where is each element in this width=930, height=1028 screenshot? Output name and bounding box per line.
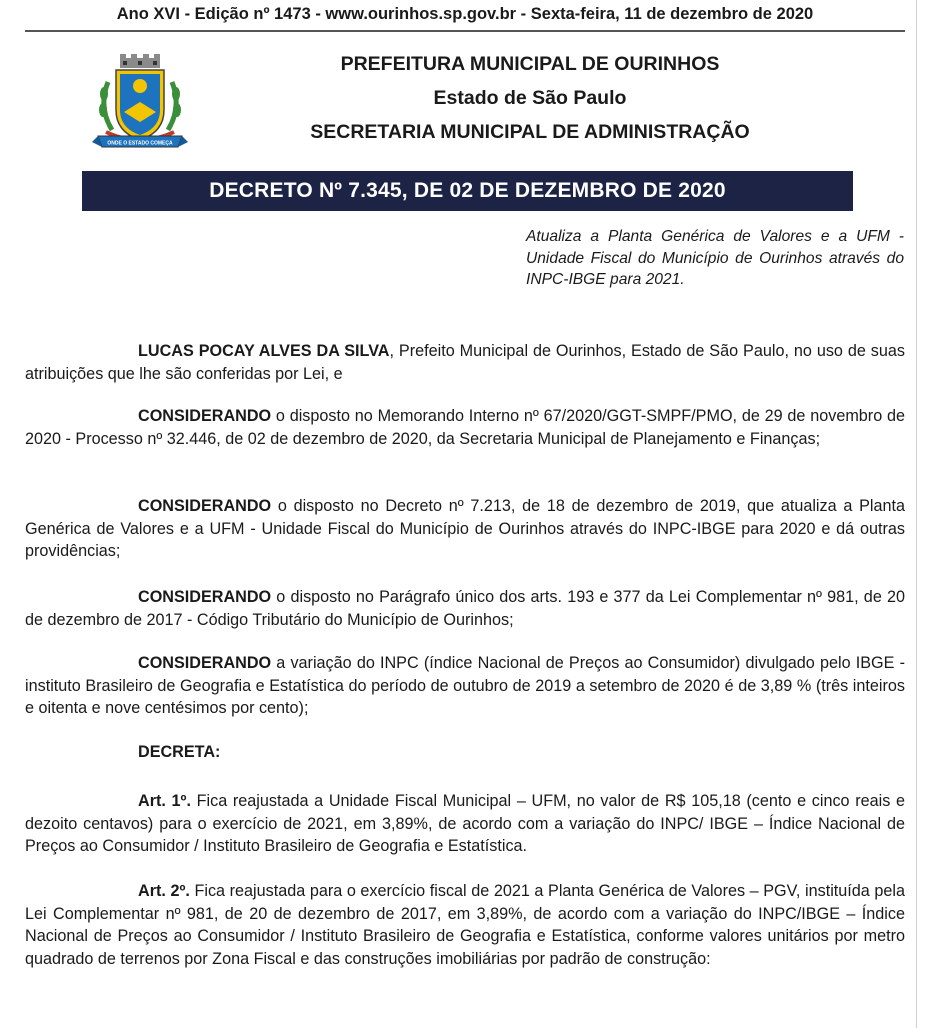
considerando-text: o disposto no Decreto nº 7.213, de 18 de dezembro de 2019, que atualiza a Planta Genérica de Valores e a UFM - Unidade Fiscal do Município de Ourinhos através do INPC-IBGE para 2020 e dá outras providências;	[25, 497, 905, 560]
org-state: Estado de São Paulo	[433, 87, 627, 109]
considerando-text: o disposto no Parágrafo único dos arts. 193 e 377 da Lei Complementar nº 981, de 20 de dezembro de 2017 - Código Tributário do Município de Ourinhos;	[25, 588, 905, 629]
coat-banner-text: ONDE O ESTADO COMEÇA	[107, 140, 173, 147]
considerando-text: a variação do INPC (índice Nacional de Preços ao Consumidor) divulgado pelo IBGE - instituto Brasileiro de Geografia e Estatística do período de outubro de 2019 a setembro de 2020 é de 3,89 % (três inteiros e oitenta e nove centésimos por cento);	[25, 654, 905, 717]
considerando-label: CONSIDERANDO	[138, 497, 272, 515]
considerando-paragraph-4	[25, 652, 905, 720]
considerando-text: o disposto no Memorando Interno nº 67/2020/GGT-SMPF/PMO, de 29 de novembro de 2020 - Processo nº 32.446, de 02 de dezembro de 2020, da Secretaria Municipal de Planejamento e Finanças;	[25, 407, 905, 448]
considerando-paragraph-1	[25, 405, 905, 450]
article-2-paragraph	[25, 880, 905, 970]
considerando-paragraph-2	[25, 495, 905, 563]
decreta-label: DECRETA:	[138, 743, 221, 761]
preamble-paragraph	[25, 340, 905, 385]
article-2-label: Art. 2º.	[138, 882, 190, 900]
gazette-header: Ano XVI - Edição nº 1473 - www.ourinhos.sp.gov.br - Sexta-feira, 11 de dezembro de 2020	[25, 0, 905, 32]
decree-title-bar: DECRETO Nº 7.345, DE 02 DE DEZEMBRO DE 2020	[82, 171, 853, 211]
preamble-text: , Prefeito Municipal de Ourinhos, Estado de São Paulo, no uso de suas atribuições que lhe são conferidas por Lei, e	[25, 342, 905, 383]
decreta-heading	[25, 741, 905, 764]
article-2-text: Fica reajustada para o exercício fiscal de 2021 a Planta Genérica de Valores – PGV, instituída pela Lei Complementar nº 981, de 20 de dezembro de 2017, em 3,89%, de acordo com a variação do INPC/IBGE – Índice Nacional de Preços ao Consumidor / Instituto Brasileiro de Geografia e Estatística, conforme valores unitários por metro quadrado de terrenos por Zona Fiscal e das construções imobiliárias por padrão de construção:	[25, 882, 905, 968]
article-1-paragraph	[25, 790, 905, 858]
coat-of-arms-icon	[90, 52, 190, 154]
org-name: PREFEITURA MUNICIPAL DE OURINHOS	[340, 53, 720, 75]
decree-ementa: Atualiza a Planta Genérica de Valores e a UFM - Unidade Fiscal do Município de Ourinhos através do INPC-IBGE para 2021.	[526, 228, 904, 288]
article-1-text: Fica reajustada a Unidade Fiscal Municipal – UFM, no valor de R$ 105,18 (cento e cinco reais e dezoito centavos) para o exercício de 2021, em 3,89%, de acordo com a variação do INPC/ IBGE – Índice Nacional de Preços ao Consumidor / Instituto Brasileiro de Geografia e Estatística.	[25, 792, 905, 855]
considerando-label: CONSIDERANDO	[138, 407, 272, 425]
considerando-paragraph-3	[25, 586, 905, 631]
mayor-name: LUCAS POCAY ALVES DA SILVA	[138, 342, 390, 360]
org-secretariat: SECRETARIA MUNICIPAL DE ADMINISTRAÇÃO	[310, 121, 750, 143]
page-edge-rule	[916, 0, 917, 1028]
considerando-label: CONSIDERANDO	[138, 654, 272, 672]
article-1-label: Art. 1º.	[138, 792, 191, 810]
considerando-label: CONSIDERANDO	[138, 588, 272, 606]
